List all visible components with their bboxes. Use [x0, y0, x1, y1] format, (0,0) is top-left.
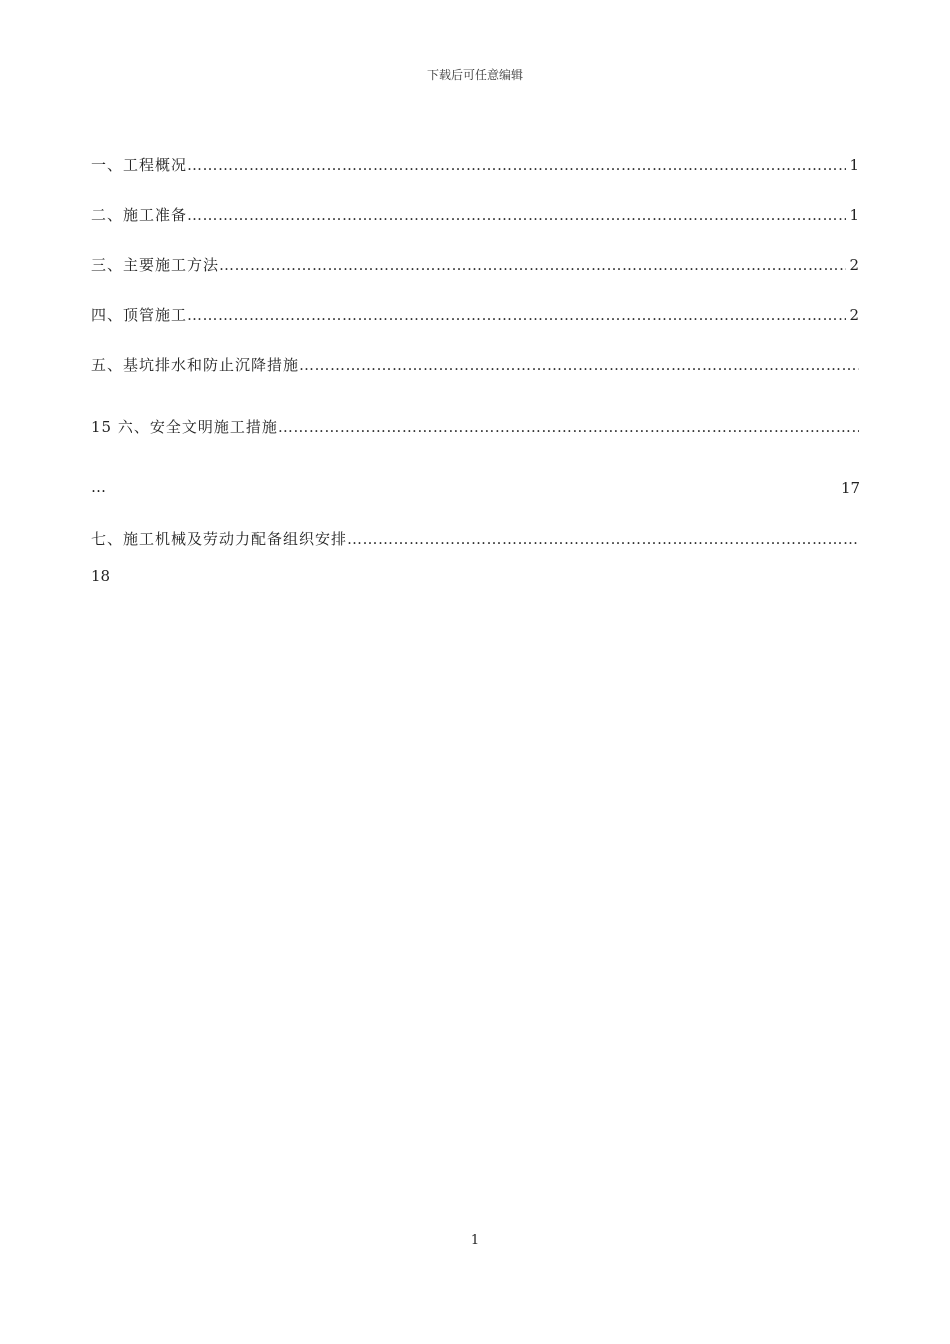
- toc-entry-title: 二、施工准备: [91, 206, 188, 224]
- page-number: 1: [470, 1233, 480, 1248]
- toc-leader-dots: [347, 530, 859, 548]
- toc-entry-title: 一、工程概况: [91, 156, 188, 174]
- toc-wrapped-ellipsis: …: [91, 478, 106, 496]
- toc-wrapped-page-17: 17: [841, 479, 861, 497]
- toc-entry-title: 15 六、安全文明施工措施: [91, 418, 278, 436]
- toc-entry-title: 五、基坑排水和防止沉降措施: [91, 356, 300, 374]
- toc-entry-3[interactable]: [91, 254, 859, 274]
- toc-entry-1[interactable]: [91, 154, 859, 174]
- toc-leader-dots: [187, 206, 846, 224]
- toc-leader-dots: [187, 306, 846, 324]
- toc-leader-dots: [219, 256, 846, 274]
- toc-leader-dots: [278, 418, 859, 436]
- toc-entry-6[interactable]: [91, 416, 859, 436]
- toc-entry-title: 四、顶管施工: [91, 306, 188, 324]
- toc-entry-5[interactable]: [91, 354, 859, 374]
- toc-leader-dots: [187, 156, 846, 174]
- toc-leader-dots: [299, 356, 859, 374]
- toc-entry-title: 七、施工机械及劳动力配备组织安排: [91, 530, 348, 548]
- toc-entry-page: 1: [849, 156, 859, 174]
- toc-entry-page: 1: [849, 206, 859, 224]
- toc-entry-2[interactable]: [91, 204, 859, 224]
- toc-entry-title: 三、主要施工方法: [91, 256, 220, 274]
- toc-entry-4[interactable]: [91, 304, 859, 324]
- toc-entry-page: 2: [849, 306, 859, 324]
- toc-wrapped-page-18: 18: [91, 567, 111, 585]
- toc-entry-page: 2: [849, 256, 859, 274]
- page-header: 下载后可任意编辑: [426, 68, 523, 82]
- toc-entry-7[interactable]: [91, 528, 859, 548]
